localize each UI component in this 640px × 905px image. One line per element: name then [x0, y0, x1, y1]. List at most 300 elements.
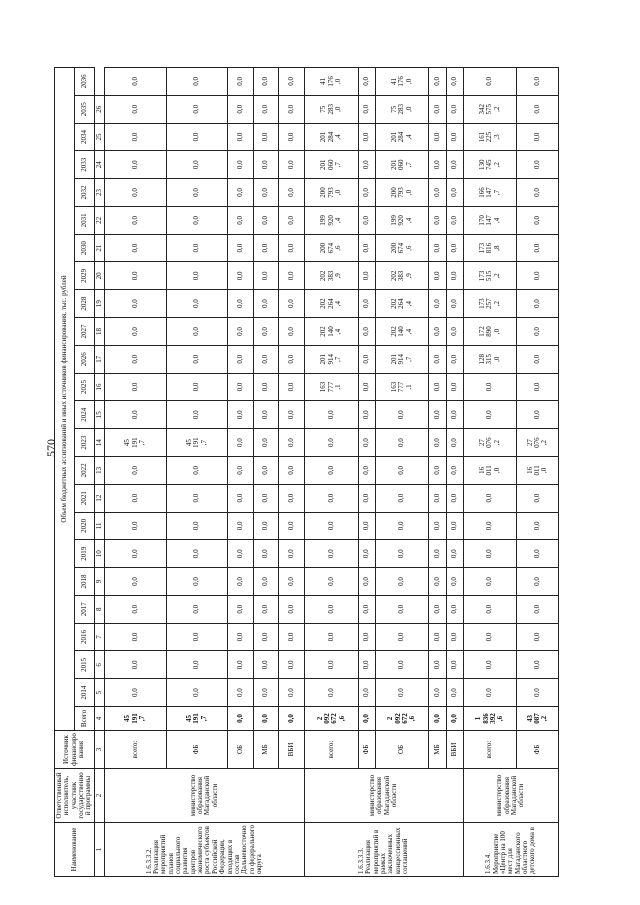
column-number: 12 [94, 484, 104, 512]
value-cell: 0,0 [358, 151, 375, 179]
value-cell: 0,0 [517, 595, 559, 623]
column-number: 16 [94, 373, 104, 401]
value-cell: 45 191 ,7 [105, 429, 167, 457]
value-cell: 0,0 [279, 429, 305, 457]
value-cell: 0,0 [253, 179, 278, 207]
value-cell: 0,0 [228, 262, 253, 290]
value-cell: 0,0 [279, 373, 305, 401]
year-header: 2032 [74, 179, 94, 207]
value-cell: 0,0 [358, 345, 375, 373]
value-cell: 0,0 [105, 345, 167, 373]
row-source: ФБ [166, 731, 228, 769]
row-total: 0,0 [228, 707, 253, 731]
value-cell: 75 283 ,0 [375, 95, 429, 123]
value-cell: 0,0 [429, 540, 446, 568]
row-executor: министерство образования Магаданской области [105, 769, 305, 823]
value-cell: 16 011 ,0 [463, 456, 517, 484]
row-total: 2 092 672 ,6 [304, 707, 358, 731]
value-cell: 0,0 [166, 373, 228, 401]
value-cell: 0,0 [279, 456, 305, 484]
value-cell: 0,0 [279, 318, 305, 346]
value-cell: 0,0 [446, 651, 463, 679]
value-cell: 0,0 [253, 318, 278, 346]
row-source: ОБ [375, 731, 429, 769]
value-cell: 202 264 ,4 [304, 290, 358, 318]
value-cell: 0,0 [446, 401, 463, 429]
value-cell: 0,0 [358, 262, 375, 290]
row-name: 1.6.3.3.3. Реализация мероприятий в рамках заключенных концессионных соглашений [304, 823, 463, 877]
value-cell: 0,0 [375, 540, 429, 568]
value-cell: 0,0 [358, 623, 375, 651]
value-cell: 161 225 ,3 [463, 123, 517, 151]
value-cell: 0,0 [446, 373, 463, 401]
header-source: Источник финансирования [55, 731, 95, 769]
value-cell: 16 011 ,0 [517, 456, 559, 484]
value-cell: 170 147 ,4 [463, 206, 517, 234]
year-header: 2017 [74, 595, 94, 623]
value-cell: 0,0 [253, 206, 278, 234]
table-header-row [55, 68, 75, 877]
row-total: 0,0 [279, 707, 305, 731]
row-total: 45 191 ,7 [105, 707, 167, 731]
row-source: МБ [253, 731, 278, 769]
value-cell: 0,0 [429, 484, 446, 512]
value-cell: 0,0 [358, 68, 375, 96]
value-cell: 0,0 [166, 651, 228, 679]
value-cell: 0,0 [228, 179, 253, 207]
value-cell: 0,0 [517, 484, 559, 512]
value-cell: 201 914 ,7 [304, 345, 358, 373]
value-cell: 0,0 [166, 401, 228, 429]
value-cell: 0,0 [517, 373, 559, 401]
row-source: ВБИ [279, 731, 305, 769]
value-cell: 0,0 [304, 540, 358, 568]
row-total: 43 087 ,2 [517, 707, 559, 731]
value-cell: 0,0 [429, 318, 446, 346]
table-row [304, 68, 358, 877]
value-cell: 201 914 ,7 [375, 345, 429, 373]
value-cell: 0,0 [304, 595, 358, 623]
value-cell: 0,0 [279, 484, 305, 512]
rotated-table-page [54, 67, 549, 877]
table-row [446, 68, 463, 877]
column-number: 2 [94, 769, 104, 823]
value-cell: 0,0 [253, 568, 278, 596]
value-cell: 172 890 ,0 [463, 318, 517, 346]
value-cell: 0,0 [375, 651, 429, 679]
value-cell: 0,0 [429, 345, 446, 373]
value-cell: 0,0 [517, 206, 559, 234]
value-cell: 0,0 [105, 318, 167, 346]
value-cell: 202 140 ,4 [304, 318, 358, 346]
value-cell: 0,0 [446, 290, 463, 318]
value-cell: 0,0 [375, 456, 429, 484]
value-cell: 0,0 [446, 123, 463, 151]
value-cell: 0,0 [446, 345, 463, 373]
value-cell: 0,0 [279, 262, 305, 290]
value-cell: 0,0 [358, 484, 375, 512]
column-number: 26 [94, 95, 104, 123]
page-number: 570 [44, 439, 58, 457]
value-cell: 0,0 [105, 151, 167, 179]
year-header: 2027 [74, 318, 94, 346]
table-row [279, 68, 305, 877]
value-cell: 0,0 [429, 68, 446, 96]
value-cell: 0,0 [446, 318, 463, 346]
row-total: 2 092 672 ,6 [375, 707, 429, 731]
value-cell: 0,0 [228, 456, 253, 484]
value-cell: 0,0 [279, 234, 305, 262]
value-cell: 0,0 [105, 123, 167, 151]
value-cell: 128 315 ,0 [463, 345, 517, 373]
value-cell: 0,0 [105, 234, 167, 262]
value-cell: 0,0 [228, 345, 253, 373]
value-cell: 0,0 [517, 623, 559, 651]
year-header: 2035 [74, 95, 94, 123]
value-cell: 342 575 ,2 [463, 95, 517, 123]
row-source: ФБ [358, 731, 375, 769]
table-row [358, 68, 375, 877]
year-header: 2029 [74, 262, 94, 290]
value-cell: 0,0 [517, 262, 559, 290]
value-cell: 0,0 [429, 206, 446, 234]
year-header: 2025 [74, 373, 94, 401]
row-source: МБ [429, 731, 446, 769]
value-cell: 0,0 [253, 68, 278, 96]
value-cell: 0,0 [166, 512, 228, 540]
value-cell: 0,0 [375, 484, 429, 512]
value-cell: 0,0 [228, 401, 253, 429]
year-header: 2034 [74, 123, 94, 151]
value-cell: 0,0 [228, 206, 253, 234]
value-cell: 0,0 [463, 373, 517, 401]
value-cell: 0,0 [228, 568, 253, 596]
value-cell: 0,0 [358, 401, 375, 429]
column-number: 7 [94, 623, 104, 651]
column-number: 4 [94, 707, 104, 731]
year-header: 2026 [74, 345, 94, 373]
value-cell: 0,0 [375, 568, 429, 596]
row-executor: министерство образования Магаданской области [304, 769, 463, 823]
value-cell: 0,0 [517, 151, 559, 179]
value-cell: 0,0 [446, 456, 463, 484]
value-cell: 0,0 [228, 623, 253, 651]
value-cell: 0,0 [304, 568, 358, 596]
table-row [228, 68, 253, 877]
value-cell: 0,0 [304, 429, 358, 457]
row-executor: министерство образования Магаданской области [463, 769, 558, 823]
value-cell: 0,0 [375, 595, 429, 623]
value-cell: 0,0 [446, 262, 463, 290]
column-number: 14 [94, 429, 104, 457]
value-cell: 0,0 [463, 484, 517, 512]
year-header: 2028 [74, 290, 94, 318]
value-cell: 45 191 ,7 [166, 429, 228, 457]
value-cell: 0,0 [429, 373, 446, 401]
year-header: 2020 [74, 512, 94, 540]
value-cell: 173 515 ,2 [463, 262, 517, 290]
value-cell: 0,0 [304, 512, 358, 540]
value-cell: 0,0 [429, 651, 446, 679]
value-cell: 0,0 [228, 679, 253, 707]
value-cell: 0,0 [446, 484, 463, 512]
value-cell: 0,0 [166, 151, 228, 179]
value-cell: 199 920 ,4 [304, 206, 358, 234]
year-header: 2023 [74, 429, 94, 457]
value-cell: 0,0 [517, 512, 559, 540]
row-source: всего: [304, 731, 358, 769]
value-cell: 163 777 ,1 [375, 373, 429, 401]
value-cell: 0,0 [253, 623, 278, 651]
value-cell: 0,0 [253, 234, 278, 262]
value-cell: 0,0 [253, 540, 278, 568]
value-cell: 166 147 ,7 [463, 179, 517, 207]
row-total: 1 836 392 ,6 [463, 707, 517, 731]
value-cell: 0,0 [253, 679, 278, 707]
value-cell: 0,0 [446, 679, 463, 707]
value-cell: 0,0 [166, 123, 228, 151]
value-cell: 0,0 [304, 651, 358, 679]
value-cell: 0,0 [166, 595, 228, 623]
value-cell: 0,0 [304, 679, 358, 707]
value-cell: 41 176 ,0 [375, 68, 429, 96]
value-cell: 200 793 ,0 [304, 179, 358, 207]
value-cell: 0,0 [358, 540, 375, 568]
value-cell: 0,0 [253, 512, 278, 540]
value-cell: 0,0 [429, 623, 446, 651]
row-source: всего: [105, 731, 167, 769]
value-cell: 0,0 [228, 234, 253, 262]
value-cell: 0,0 [358, 234, 375, 262]
value-cell: 0,0 [358, 179, 375, 207]
value-cell: 0,0 [304, 456, 358, 484]
column-number: 6 [94, 651, 104, 679]
table-row [375, 68, 429, 877]
value-cell: 0,0 [446, 151, 463, 179]
year-header: 2031 [74, 206, 94, 234]
value-cell: 173 816 ,8 [463, 234, 517, 262]
column-number: 8 [94, 595, 104, 623]
value-cell: 0,0 [166, 262, 228, 290]
value-cell: 0,0 [279, 179, 305, 207]
value-cell: 0,0 [517, 95, 559, 123]
column-number: 19 [94, 290, 104, 318]
value-cell: 0,0 [463, 512, 517, 540]
value-cell: 0,0 [358, 373, 375, 401]
value-cell: 0,0 [105, 512, 167, 540]
value-cell: 0,0 [446, 595, 463, 623]
row-source: ОБ [228, 731, 253, 769]
value-cell: 0,0 [105, 262, 167, 290]
row-total: 45 191 ,7 [166, 707, 228, 731]
value-cell: 0,0 [253, 401, 278, 429]
column-number: 23 [94, 179, 104, 207]
value-cell: 0,0 [446, 206, 463, 234]
value-cell: 0,0 [253, 345, 278, 373]
value-cell: 0,0 [105, 679, 167, 707]
value-cell: 0,0 [228, 95, 253, 123]
value-cell: 173 257 ,2 [463, 290, 517, 318]
row-source: ФБ [517, 731, 559, 769]
value-cell: 0,0 [429, 179, 446, 207]
value-cell: 0,0 [105, 623, 167, 651]
value-cell: 0,0 [463, 623, 517, 651]
value-cell: 202 264 ,4 [375, 290, 429, 318]
value-cell: 0,0 [253, 290, 278, 318]
column-number-row [94, 68, 104, 877]
value-cell: 0,0 [279, 679, 305, 707]
column-number: 22 [94, 206, 104, 234]
year-header: 2024 [74, 401, 94, 429]
value-cell: 0,0 [429, 262, 446, 290]
value-cell: 0,0 [358, 595, 375, 623]
value-cell: 0,0 [358, 651, 375, 679]
value-cell: 0,0 [446, 429, 463, 457]
value-cell: 0,0 [517, 179, 559, 207]
value-cell: 0,0 [279, 512, 305, 540]
value-cell: 0,0 [446, 234, 463, 262]
value-cell: 0,0 [166, 345, 228, 373]
value-cell: 0,0 [304, 401, 358, 429]
value-cell: 0,0 [375, 429, 429, 457]
value-cell: 0,0 [358, 679, 375, 707]
table-row [166, 68, 228, 877]
value-cell: 0,0 [105, 179, 167, 207]
value-cell: 0,0 [279, 345, 305, 373]
value-cell: 0,0 [279, 623, 305, 651]
value-cell: 201 060 ,7 [304, 151, 358, 179]
column-number: 5 [94, 679, 104, 707]
value-cell: 0,0 [228, 151, 253, 179]
value-cell: 0,0 [166, 206, 228, 234]
value-cell: 0,0 [105, 290, 167, 318]
value-cell: 0,0 [253, 151, 278, 179]
value-cell: 0,0 [517, 234, 559, 262]
value-cell: 0,0 [429, 151, 446, 179]
value-cell: 200 793 ,0 [375, 179, 429, 207]
header-total: Всего [74, 707, 94, 731]
header-executor: Ответственный исполнитель, участник государственной программы [55, 769, 95, 823]
value-cell: 0,0 [279, 651, 305, 679]
value-cell: 0,0 [429, 456, 446, 484]
value-cell: 0,0 [279, 95, 305, 123]
row-total: 0,0 [358, 707, 375, 731]
value-cell: 0,0 [105, 568, 167, 596]
value-cell: 0,0 [253, 595, 278, 623]
budget-table [54, 67, 559, 877]
value-cell: 0,0 [166, 290, 228, 318]
value-cell: 0,0 [375, 623, 429, 651]
year-header: 2018 [74, 568, 94, 596]
value-cell: 0,0 [166, 95, 228, 123]
value-cell: 0,0 [166, 318, 228, 346]
value-cell: 0,0 [105, 401, 167, 429]
column-number: 15 [94, 401, 104, 429]
value-cell: 0,0 [463, 679, 517, 707]
column-number: 1 [94, 823, 104, 877]
value-cell: 0,0 [446, 179, 463, 207]
value-cell: 0,0 [279, 540, 305, 568]
value-cell: 0,0 [228, 373, 253, 401]
value-cell: 75 283 ,0 [304, 95, 358, 123]
value-cell: 0,0 [429, 595, 446, 623]
value-cell: 0,0 [228, 512, 253, 540]
table-row [253, 68, 278, 877]
value-cell: 0,0 [517, 568, 559, 596]
value-cell: 0,0 [105, 540, 167, 568]
value-cell: 0,0 [228, 68, 253, 96]
value-cell: 0,0 [358, 206, 375, 234]
column-number: 20 [94, 262, 104, 290]
value-cell: 0,0 [429, 429, 446, 457]
row-name: 1.6.3.4. Мероприятие «Центр на 100 мест для Магаданского областного детского дома в [463, 823, 558, 877]
value-cell: 0,0 [429, 512, 446, 540]
value-cell: 0,0 [228, 651, 253, 679]
value-cell: 0,0 [228, 123, 253, 151]
value-cell: 0,0 [279, 206, 305, 234]
value-cell: 0,0 [446, 623, 463, 651]
value-cell: 0,0 [105, 456, 167, 484]
column-number: 21 [94, 234, 104, 262]
value-cell: 0,0 [517, 68, 559, 96]
value-cell: 0,0 [517, 318, 559, 346]
row-total: 0,0 [253, 707, 278, 731]
value-cell: 0,0 [279, 401, 305, 429]
value-cell: 0,0 [429, 123, 446, 151]
table-row [463, 68, 517, 877]
value-cell: 0,0 [253, 429, 278, 457]
row-source: всего: [463, 731, 517, 769]
value-cell: 0,0 [253, 373, 278, 401]
value-cell: 201 284 ,4 [304, 123, 358, 151]
value-cell: 0,0 [375, 401, 429, 429]
value-cell: 201 060 ,7 [375, 151, 429, 179]
row-total: 0,0 [446, 707, 463, 731]
year-header: 2033 [74, 151, 94, 179]
value-cell: 0,0 [463, 401, 517, 429]
value-cell: 0,0 [429, 568, 446, 596]
value-cell: 0,0 [446, 540, 463, 568]
value-cell: 0,0 [166, 68, 228, 96]
value-cell: 0,0 [105, 484, 167, 512]
value-cell: 27 076 ,2 [463, 429, 517, 457]
value-cell: 0,0 [105, 595, 167, 623]
value-cell: 0,0 [279, 68, 305, 96]
year-header: 2022 [74, 456, 94, 484]
value-cell: 0,0 [279, 290, 305, 318]
value-cell: 0,0 [228, 484, 253, 512]
year-header: 2019 [74, 540, 94, 568]
column-number: 17 [94, 345, 104, 373]
value-cell: 0,0 [463, 595, 517, 623]
value-cell: 0,0 [358, 568, 375, 596]
year-header: 2036 [74, 68, 94, 96]
value-cell: 0,0 [253, 123, 278, 151]
value-cell: 0,0 [463, 568, 517, 596]
value-cell: 0,0 [304, 484, 358, 512]
table-row [105, 68, 167, 877]
value-cell: 0,0 [105, 68, 167, 96]
value-cell: 0,0 [166, 679, 228, 707]
value-cell: 0,0 [166, 623, 228, 651]
value-cell: 0,0 [446, 68, 463, 96]
value-cell: 0,0 [105, 95, 167, 123]
value-cell: 0,0 [463, 68, 517, 96]
value-cell: 0,0 [358, 123, 375, 151]
column-number: 13 [94, 456, 104, 484]
value-cell: 0,0 [358, 456, 375, 484]
value-cell: 0,0 [166, 484, 228, 512]
